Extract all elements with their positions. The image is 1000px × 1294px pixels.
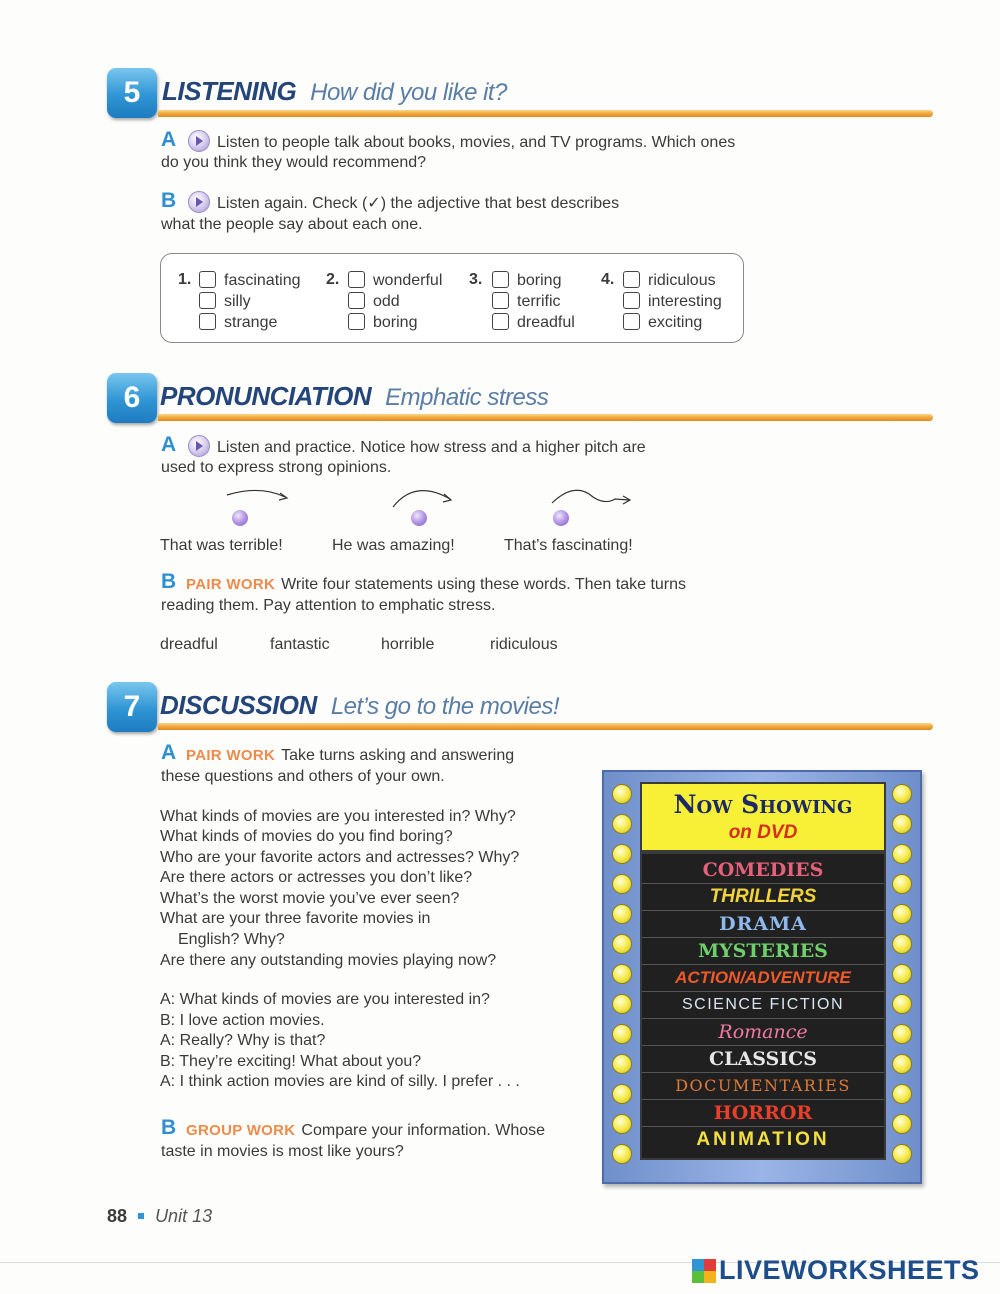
section-subtitle: Let’s go to the movies! bbox=[330, 693, 560, 720]
marquee-bulb bbox=[612, 1084, 632, 1104]
checkbox[interactable] bbox=[348, 313, 365, 330]
group-number: 1. bbox=[178, 271, 192, 288]
genre-romance: Romance bbox=[642, 1019, 884, 1046]
section-rule bbox=[158, 110, 933, 117]
marquee-bulb bbox=[892, 904, 912, 924]
exercise-letter-a: A bbox=[161, 741, 177, 764]
genre-horror: HORROR bbox=[642, 1100, 884, 1127]
checkbox-option[interactable] bbox=[348, 292, 400, 311]
genre-thrillers: THRILLERS bbox=[642, 884, 884, 911]
question-line: What’s the worst movie you’ve ever seen? bbox=[160, 890, 460, 907]
instruction-body: Write four statements using these words. Then take turns bbox=[281, 576, 687, 593]
checkbox-option[interactable] bbox=[623, 271, 716, 290]
option-label: exciting bbox=[648, 314, 703, 331]
pitch-contours bbox=[215, 485, 645, 515]
exercise-letter-b: B bbox=[161, 1116, 177, 1139]
dialogue-line: A: Really? Why is that? bbox=[160, 1032, 326, 1049]
checkbox[interactable] bbox=[199, 313, 216, 330]
checkbox[interactable] bbox=[492, 271, 509, 288]
dialogue-line: A: What kinds of movies are you interested in? bbox=[160, 991, 490, 1008]
option-label: fascinating bbox=[224, 272, 301, 289]
option-label: ridiculous bbox=[648, 272, 716, 289]
section-number-7: 7 bbox=[107, 682, 157, 732]
option-label: interesting bbox=[648, 293, 722, 310]
genre-classics: CLASSICS bbox=[642, 1046, 884, 1073]
question-line: What kinds of movies are you interested in? Why? bbox=[160, 808, 516, 825]
exercise-letter-b: B bbox=[161, 189, 177, 212]
checkbox[interactable] bbox=[623, 292, 640, 309]
genre-documentaries: DOCUMENTARIES bbox=[642, 1073, 884, 1100]
question-line: What are your three favorite movies in bbox=[160, 910, 431, 927]
marquee-bulb bbox=[612, 904, 632, 924]
audio-play-icon[interactable] bbox=[188, 191, 210, 213]
group-number: 4. bbox=[601, 271, 615, 288]
checkbox[interactable] bbox=[199, 292, 216, 309]
instruction-text: Listen again. Check (✓) the adjective that best describes bbox=[217, 195, 620, 212]
checkbox[interactable] bbox=[199, 271, 216, 288]
page-footer bbox=[107, 1206, 212, 1227]
stress-dot bbox=[232, 510, 248, 526]
genre-drama: DRAMA bbox=[642, 911, 884, 938]
section-title-discussion bbox=[160, 690, 559, 721]
question-line: Are there any outstanding movies playing now? bbox=[160, 952, 497, 969]
page-number: 88 bbox=[107, 1206, 128, 1226]
question-line: Who are your favorite actors and actresses? Why? bbox=[160, 849, 520, 866]
instruction-text: do you think they would recommend? bbox=[161, 154, 427, 171]
word-item: horrible bbox=[381, 636, 435, 653]
stress-dot bbox=[553, 510, 569, 526]
question-line: Are there actors or actresses you don’t like? bbox=[160, 869, 473, 886]
marquee-bulb bbox=[892, 1054, 912, 1074]
question-line: What kinds of movies do you find boring? bbox=[160, 828, 453, 845]
pitch-arrow-3 bbox=[552, 490, 629, 503]
example-sentence: That’s fascinating! bbox=[504, 537, 633, 554]
marquee-bulb bbox=[892, 934, 912, 954]
instruction-text: reading them. Pay attention to emphatic stress. bbox=[161, 597, 496, 614]
instruction-body: Compare your information. Whose bbox=[301, 1122, 546, 1139]
instruction-text: what the people say about each one. bbox=[161, 216, 423, 233]
genre-mysteries: MYSTERIES bbox=[642, 938, 884, 965]
option-label: boring bbox=[373, 314, 418, 331]
genre-animation: ANIMATION bbox=[696, 1129, 830, 1150]
pitch-arrow-2 bbox=[393, 491, 450, 507]
checkbox-option[interactable] bbox=[199, 271, 301, 290]
checkbox[interactable] bbox=[492, 292, 509, 309]
group-number: 2. bbox=[326, 271, 340, 288]
word-item: dreadful bbox=[160, 636, 218, 653]
marquee-bulb bbox=[612, 1024, 632, 1044]
genre-list bbox=[640, 852, 886, 1160]
footer-bullet bbox=[138, 1213, 144, 1219]
group-number: 3. bbox=[469, 271, 483, 288]
checkbox[interactable] bbox=[623, 313, 640, 330]
liveworksheets-logo bbox=[692, 1255, 980, 1286]
stress-dot bbox=[411, 510, 427, 526]
instruction-text: used to express strong opinions. bbox=[161, 459, 392, 476]
marquee-bulb bbox=[892, 964, 912, 984]
section-title-pronunciation bbox=[160, 381, 548, 412]
checkbox[interactable] bbox=[348, 292, 365, 309]
option-label: dreadful bbox=[517, 314, 575, 331]
example-sentence: That was terrible! bbox=[160, 537, 283, 554]
checkbox-panel bbox=[160, 253, 744, 343]
marquee-bulb bbox=[612, 1114, 632, 1134]
audio-play-icon[interactable] bbox=[188, 435, 210, 457]
section-heading: PRONUNCIATION bbox=[160, 381, 372, 411]
word-item: ridiculous bbox=[490, 636, 558, 653]
marquee-bulb bbox=[892, 1114, 912, 1134]
checkbox[interactable] bbox=[492, 313, 509, 330]
marquee-bulb bbox=[612, 964, 632, 984]
group-work-label: GROUP WORK bbox=[186, 1122, 296, 1139]
option-label: strange bbox=[224, 314, 278, 331]
unit-label: Unit 13 bbox=[155, 1206, 213, 1226]
dialogue-line: B: They’re exciting! What about you? bbox=[160, 1053, 422, 1070]
pitch-arrow-1 bbox=[227, 490, 285, 497]
marquee-bulb bbox=[612, 1054, 632, 1074]
genre-comedies: COMEDIES bbox=[642, 857, 884, 884]
section-heading: DISCUSSION bbox=[160, 690, 317, 720]
marquee-bulb bbox=[612, 934, 632, 954]
section-subtitle: Emphatic stress bbox=[385, 384, 549, 411]
option-label: terrific bbox=[517, 293, 561, 310]
watermark-text: LIVEWORKSHEETS bbox=[719, 1255, 980, 1285]
section-subtitle: How did you like it? bbox=[310, 79, 507, 106]
marquee-bulb bbox=[892, 874, 912, 894]
dialogue-line: B: I love action movies. bbox=[160, 1012, 325, 1029]
poster-header bbox=[640, 782, 886, 852]
checkbox-option[interactable] bbox=[492, 292, 561, 311]
exercise-letter-a: A bbox=[161, 128, 177, 151]
instruction-text bbox=[186, 1120, 545, 1141]
marquee-bulb bbox=[612, 874, 632, 894]
logo-icon bbox=[692, 1259, 716, 1283]
checkbox-option[interactable] bbox=[623, 313, 702, 332]
instruction-text bbox=[186, 574, 686, 595]
section-rule bbox=[158, 723, 933, 730]
poster-subtitle: on DVD bbox=[728, 822, 798, 843]
marquee-bulb bbox=[892, 994, 912, 1014]
checkbox-option[interactable] bbox=[492, 313, 575, 332]
checkbox-option[interactable] bbox=[348, 271, 442, 290]
example-sentence: He was amazing! bbox=[332, 537, 455, 554]
instruction-text: taste in movies is most like yours? bbox=[161, 1143, 404, 1160]
section-rule bbox=[158, 414, 933, 421]
genre-science-fiction: SCIENCE FICTION bbox=[642, 992, 884, 1019]
marquee-bulb bbox=[612, 1144, 632, 1164]
marquee-bulb bbox=[612, 994, 632, 1014]
marquee-bulb bbox=[612, 844, 632, 864]
word-item: fantastic bbox=[270, 636, 330, 653]
marquee-bulb bbox=[892, 784, 912, 804]
instruction-text: Listen and practice. Notice how stress and a higher pitch are bbox=[217, 439, 646, 456]
marquee-bulb bbox=[892, 1144, 912, 1164]
section-number-5: 5 bbox=[107, 68, 157, 118]
checkbox-option[interactable] bbox=[199, 313, 277, 332]
section-heading: LISTENING bbox=[162, 76, 297, 106]
now-showing-poster bbox=[602, 770, 922, 1184]
option-label: odd bbox=[373, 293, 400, 310]
genre-action-adventure: ACTION/ADVENTURE bbox=[642, 965, 884, 992]
instruction-text: Listen to people talk about books, movies, and TV programs. Which ones bbox=[217, 134, 736, 151]
instruction-text: these questions and others of your own. bbox=[161, 768, 445, 785]
option-label: boring bbox=[517, 272, 562, 289]
option-label: silly bbox=[224, 293, 251, 310]
instruction-body: Take turns asking and answering bbox=[281, 747, 515, 764]
checkbox[interactable] bbox=[623, 271, 640, 288]
section-number-6: 6 bbox=[107, 373, 157, 423]
instruction-text bbox=[186, 745, 514, 766]
pair-work-label: PAIR WORK bbox=[186, 576, 276, 593]
marquee-bulb bbox=[892, 1084, 912, 1104]
marquee-bulb bbox=[892, 1024, 912, 1044]
marquee-bulb bbox=[892, 844, 912, 864]
checkbox-option[interactable] bbox=[492, 271, 561, 290]
option-label: wonderful bbox=[373, 272, 443, 289]
section-title-listening bbox=[162, 76, 507, 107]
marquee-bulb bbox=[612, 784, 632, 804]
marquee-bulb bbox=[612, 814, 632, 834]
checkbox[interactable] bbox=[348, 271, 365, 288]
marquee-bulb bbox=[892, 814, 912, 834]
checkbox-option[interactable] bbox=[348, 313, 417, 332]
checkbox-option[interactable] bbox=[199, 292, 251, 311]
poster-title: Now Showing bbox=[673, 790, 853, 819]
pair-work-label: PAIR WORK bbox=[186, 747, 276, 764]
dialogue-line: A: I think action movies are kind of silly. I prefer . . . bbox=[160, 1073, 520, 1090]
question-line: English? Why? bbox=[178, 931, 285, 948]
exercise-letter-a: A bbox=[161, 433, 177, 456]
checkbox-option[interactable] bbox=[623, 292, 722, 311]
audio-play-icon[interactable] bbox=[188, 130, 210, 152]
exercise-letter-b: B bbox=[161, 570, 177, 593]
